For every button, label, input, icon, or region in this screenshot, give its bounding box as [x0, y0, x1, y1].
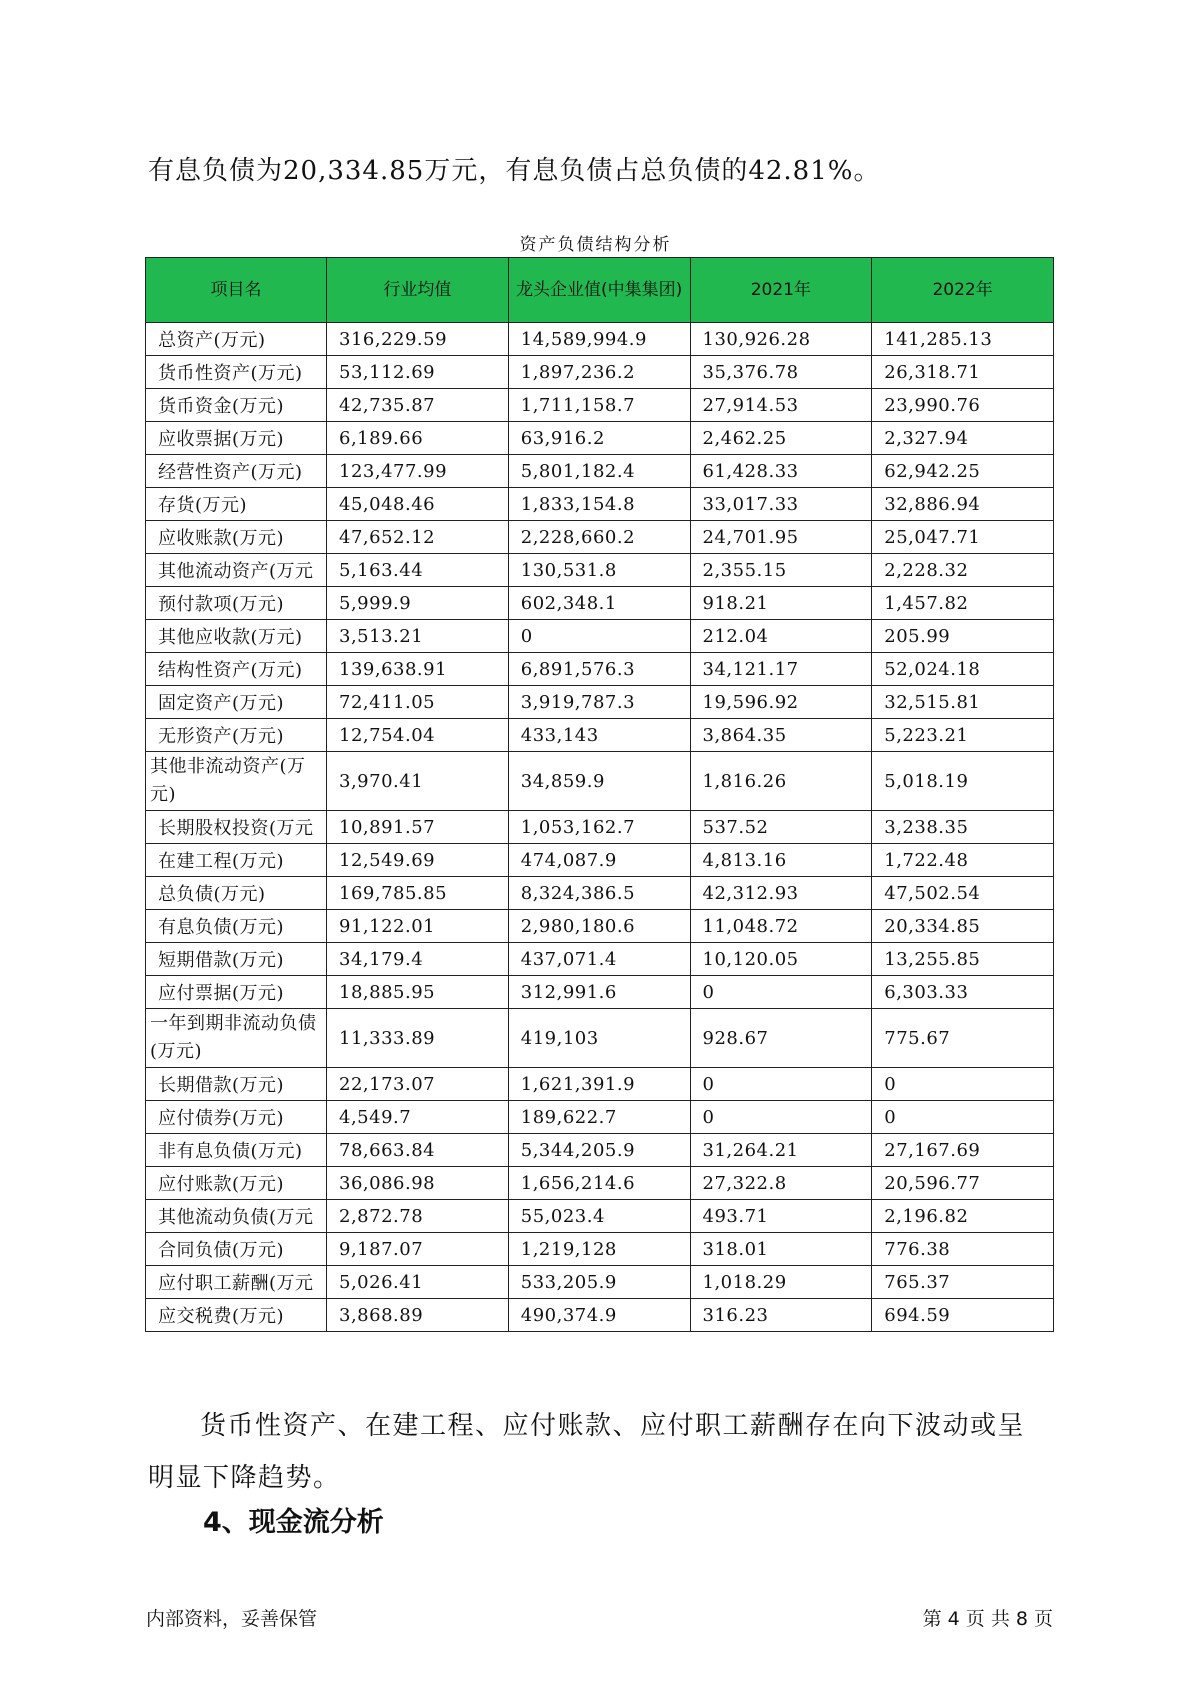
table-row	[146, 943, 1054, 976]
row-item-name: 存货(万元)	[146, 488, 327, 521]
table-cell: 14,589,994.9	[508, 323, 690, 356]
row-item-name: 长期股权投资(万元	[146, 811, 327, 844]
table-cell: 9,187.07	[327, 1233, 509, 1266]
row-item-name: 其他流动资产(万元	[146, 554, 327, 587]
table-row	[146, 1299, 1054, 1332]
table-cell: 130,926.28	[690, 323, 872, 356]
row-item-name: 固定资产(万元)	[146, 686, 327, 719]
table-cell: 1,457.82	[872, 587, 1054, 620]
table-cell: 928.67	[690, 1009, 872, 1068]
table-cell: 8,324,386.5	[508, 877, 690, 910]
table-cell: 5,801,182.4	[508, 455, 690, 488]
table-row	[146, 1266, 1054, 1299]
table-cell: 5,999.9	[327, 587, 509, 620]
row-item-name: 其他应收款(万元)	[146, 620, 327, 653]
table-cell: 1,897,236.2	[508, 356, 690, 389]
table-cell: 35,376.78	[690, 356, 872, 389]
table-cell: 10,891.57	[327, 811, 509, 844]
table-row	[146, 976, 1054, 1009]
table-cell: 5,163.44	[327, 554, 509, 587]
footer-page-number: 第 4 页 共 8 页	[922, 1608, 1053, 1630]
table-cell: 5,018.19	[872, 752, 1054, 811]
table-row	[146, 1200, 1054, 1233]
table-cell: 316.23	[690, 1299, 872, 1332]
row-item-name: 短期借款(万元)	[146, 943, 327, 976]
table-cell: 27,914.53	[690, 389, 872, 422]
table-row	[146, 686, 1054, 719]
table-cell: 776.38	[872, 1233, 1054, 1266]
row-item-name: 一年到期非流动负债(万元)	[146, 1009, 327, 1068]
table-cell: 5,344,205.9	[508, 1134, 690, 1167]
row-item-name: 结构性资产(万元)	[146, 653, 327, 686]
table-cell: 24,701.95	[690, 521, 872, 554]
table-cell: 13,255.85	[872, 943, 1054, 976]
table-cell: 42,312.93	[690, 877, 872, 910]
table-cell: 47,652.12	[327, 521, 509, 554]
table-cell: 55,023.4	[508, 1200, 690, 1233]
row-item-name: 预付款项(万元)	[146, 587, 327, 620]
table-cell: 47,502.54	[872, 877, 1054, 910]
row-item-name: 应收账款(万元)	[146, 521, 327, 554]
table-cell: 433,143	[508, 719, 690, 752]
table-row	[146, 455, 1054, 488]
table-cell: 1,711,158.7	[508, 389, 690, 422]
table-row	[146, 389, 1054, 422]
table-cell: 1,219,128	[508, 1233, 690, 1266]
table-cell: 72,411.05	[327, 686, 509, 719]
table-cell: 20,596.77	[872, 1167, 1054, 1200]
table-row	[146, 1134, 1054, 1167]
table-cell: 130,531.8	[508, 554, 690, 587]
table-cell: 23,990.76	[872, 389, 1054, 422]
section-heading: 4、现金流分析	[203, 1507, 384, 1538]
table-cell: 3,919,787.3	[508, 686, 690, 719]
header-2022: 2022年	[872, 258, 1054, 323]
table-cell: 2,462.25	[690, 422, 872, 455]
table-cell: 45,048.46	[327, 488, 509, 521]
table-cell: 53,112.69	[327, 356, 509, 389]
row-item-name: 在建工程(万元)	[146, 844, 327, 877]
table-cell: 602,348.1	[508, 587, 690, 620]
table-cell: 42,735.87	[327, 389, 509, 422]
table-cell: 437,071.4	[508, 943, 690, 976]
row-item-name: 总资产(万元)	[146, 323, 327, 356]
table-cell: 1,816.26	[690, 752, 872, 811]
table-cell: 12,754.04	[327, 719, 509, 752]
table-cell: 3,970.41	[327, 752, 509, 811]
table-row	[146, 910, 1054, 943]
table-header-row	[146, 258, 1054, 323]
table-row	[146, 877, 1054, 910]
table-cell: 19,596.92	[690, 686, 872, 719]
table-cell: 2,196.82	[872, 1200, 1054, 1233]
table-body	[146, 323, 1054, 1332]
table-cell: 12,549.69	[327, 844, 509, 877]
table-cell: 3,513.21	[327, 620, 509, 653]
intro-text: 有息负债为20,334.85万元，有息负债占总负债的42.81%。	[148, 156, 881, 186]
table-cell: 1,018.29	[690, 1266, 872, 1299]
table-row	[146, 356, 1054, 389]
table-cell: 34,179.4	[327, 943, 509, 976]
table-cell: 533,205.9	[508, 1266, 690, 1299]
table-cell: 419,103	[508, 1009, 690, 1068]
table-cell: 123,477.99	[327, 455, 509, 488]
table-cell: 1,621,391.9	[508, 1068, 690, 1101]
table-cell: 0	[690, 1101, 872, 1134]
table-cell: 63,916.2	[508, 422, 690, 455]
table-cell: 493.71	[690, 1200, 872, 1233]
table-cell: 0	[690, 976, 872, 1009]
table-row	[146, 1233, 1054, 1266]
table-cell: 0	[872, 1068, 1054, 1101]
row-item-name: 长期借款(万元)	[146, 1068, 327, 1101]
table-cell: 537.52	[690, 811, 872, 844]
table-cell: 694.59	[872, 1299, 1054, 1332]
row-item-name: 货币资金(万元)	[146, 389, 327, 422]
table-cell: 27,322.8	[690, 1167, 872, 1200]
table-cell: 490,374.9	[508, 1299, 690, 1332]
table-cell: 26,318.71	[872, 356, 1054, 389]
table-cell: 6,891,576.3	[508, 653, 690, 686]
table-row	[146, 1167, 1054, 1200]
table-cell: 2,980,180.6	[508, 910, 690, 943]
table-cell: 212.04	[690, 620, 872, 653]
table-cell: 1,833,154.8	[508, 488, 690, 521]
table-row	[146, 620, 1054, 653]
table-cell: 775.67	[872, 1009, 1054, 1068]
table-cell: 1,656,214.6	[508, 1167, 690, 1200]
table-cell: 2,327.94	[872, 422, 1054, 455]
row-item-name: 经营性资产(万元)	[146, 455, 327, 488]
table-cell: 3,868.89	[327, 1299, 509, 1332]
table-cell: 6,189.66	[327, 422, 509, 455]
table-cell: 0	[872, 1101, 1054, 1134]
table-cell: 52,024.18	[872, 653, 1054, 686]
header-item-name: 项目名	[146, 258, 327, 323]
table-row	[146, 811, 1054, 844]
row-item-name: 合同负债(万元)	[146, 1233, 327, 1266]
table-cell: 312,991.6	[508, 976, 690, 1009]
table-cell: 11,048.72	[690, 910, 872, 943]
table-cell: 5,026.41	[327, 1266, 509, 1299]
row-item-name: 总负债(万元)	[146, 877, 327, 910]
table-cell: 10,120.05	[690, 943, 872, 976]
table-row	[146, 587, 1054, 620]
table-cell: 27,167.69	[872, 1134, 1054, 1167]
table-cell: 0	[508, 620, 690, 653]
table-cell: 141,285.13	[872, 323, 1054, 356]
table-row	[146, 653, 1054, 686]
table-cell: 11,333.89	[327, 1009, 509, 1068]
table-row	[146, 752, 1054, 811]
row-item-name: 应付票据(万元)	[146, 976, 327, 1009]
table-cell: 36,086.98	[327, 1167, 509, 1200]
row-item-name: 有息负债(万元)	[146, 910, 327, 943]
table-cell: 32,515.81	[872, 686, 1054, 719]
row-item-name: 应付职工薪酬(万元	[146, 1266, 327, 1299]
table-cell: 22,173.07	[327, 1068, 509, 1101]
table-cell: 18,885.95	[327, 976, 509, 1009]
table-cell: 918.21	[690, 587, 872, 620]
table-cell: 765.37	[872, 1266, 1054, 1299]
table-cell: 1,053,162.7	[508, 811, 690, 844]
table-cell: 2,228.32	[872, 554, 1054, 587]
table-cell: 3,238.35	[872, 811, 1054, 844]
row-item-name: 应交税费(万元)	[146, 1299, 327, 1332]
row-item-name: 应收票据(万元)	[146, 422, 327, 455]
table-cell: 33,017.33	[690, 488, 872, 521]
table-cell: 189,622.7	[508, 1101, 690, 1134]
table-row	[146, 488, 1054, 521]
table-cell: 4,813.16	[690, 844, 872, 877]
row-item-name: 货币性资产(万元)	[146, 356, 327, 389]
table-cell: 25,047.71	[872, 521, 1054, 554]
table-cell: 205.99	[872, 620, 1054, 653]
table-row	[146, 554, 1054, 587]
table-cell: 91,122.01	[327, 910, 509, 943]
header-leading-company: 龙头企业值(中集集团)	[508, 258, 690, 323]
row-item-name: 其他流动负债(万元	[146, 1200, 327, 1233]
table-cell: 2,228,660.2	[508, 521, 690, 554]
table-cell: 316,229.59	[327, 323, 509, 356]
table-row	[146, 521, 1054, 554]
table-cell: 169,785.85	[327, 877, 509, 910]
analysis-paragraph: 货币性资产、在建工程、应付账款、应付职工薪酬存在向下波动或呈明显下降趋势。	[148, 1411, 1026, 1493]
table-cell: 474,087.9	[508, 844, 690, 877]
table-row	[146, 1009, 1054, 1068]
header-2021: 2021年	[690, 258, 872, 323]
row-item-name: 无形资产(万元)	[146, 719, 327, 752]
table-row	[146, 323, 1054, 356]
footer-confidential: 内部资料，妥善保管	[146, 1608, 318, 1630]
table-row	[146, 1101, 1054, 1134]
row-item-name: 其他非流动资产(万元)	[146, 752, 327, 811]
table-caption: 资产负债结构分析	[519, 235, 672, 255]
table-cell: 20,334.85	[872, 910, 1054, 943]
table-cell: 31,264.21	[690, 1134, 872, 1167]
balance-sheet-table	[145, 257, 1054, 1332]
table-cell: 2,872.78	[327, 1200, 509, 1233]
table-cell: 62,942.25	[872, 455, 1054, 488]
table-cell: 34,121.17	[690, 653, 872, 686]
table-cell: 3,864.35	[690, 719, 872, 752]
row-item-name: 应付债券(万元)	[146, 1101, 327, 1134]
table-cell: 2,355.15	[690, 554, 872, 587]
table-cell: 1,722.48	[872, 844, 1054, 877]
table-row	[146, 844, 1054, 877]
header-industry-average: 行业均值	[327, 258, 509, 323]
table-row	[146, 719, 1054, 752]
table-cell: 32,886.94	[872, 488, 1054, 521]
table-cell: 61,428.33	[690, 455, 872, 488]
table-cell: 34,859.9	[508, 752, 690, 811]
table-cell: 4,549.7	[327, 1101, 509, 1134]
table-cell: 78,663.84	[327, 1134, 509, 1167]
table-row	[146, 1068, 1054, 1101]
row-item-name: 非有息负债(万元)	[146, 1134, 327, 1167]
table-cell: 139,638.91	[327, 653, 509, 686]
table-cell: 318.01	[690, 1233, 872, 1266]
table-row	[146, 422, 1054, 455]
table-cell: 0	[690, 1068, 872, 1101]
row-item-name: 应付账款(万元)	[146, 1167, 327, 1200]
table-cell: 5,223.21	[872, 719, 1054, 752]
table-cell: 6,303.33	[872, 976, 1054, 1009]
